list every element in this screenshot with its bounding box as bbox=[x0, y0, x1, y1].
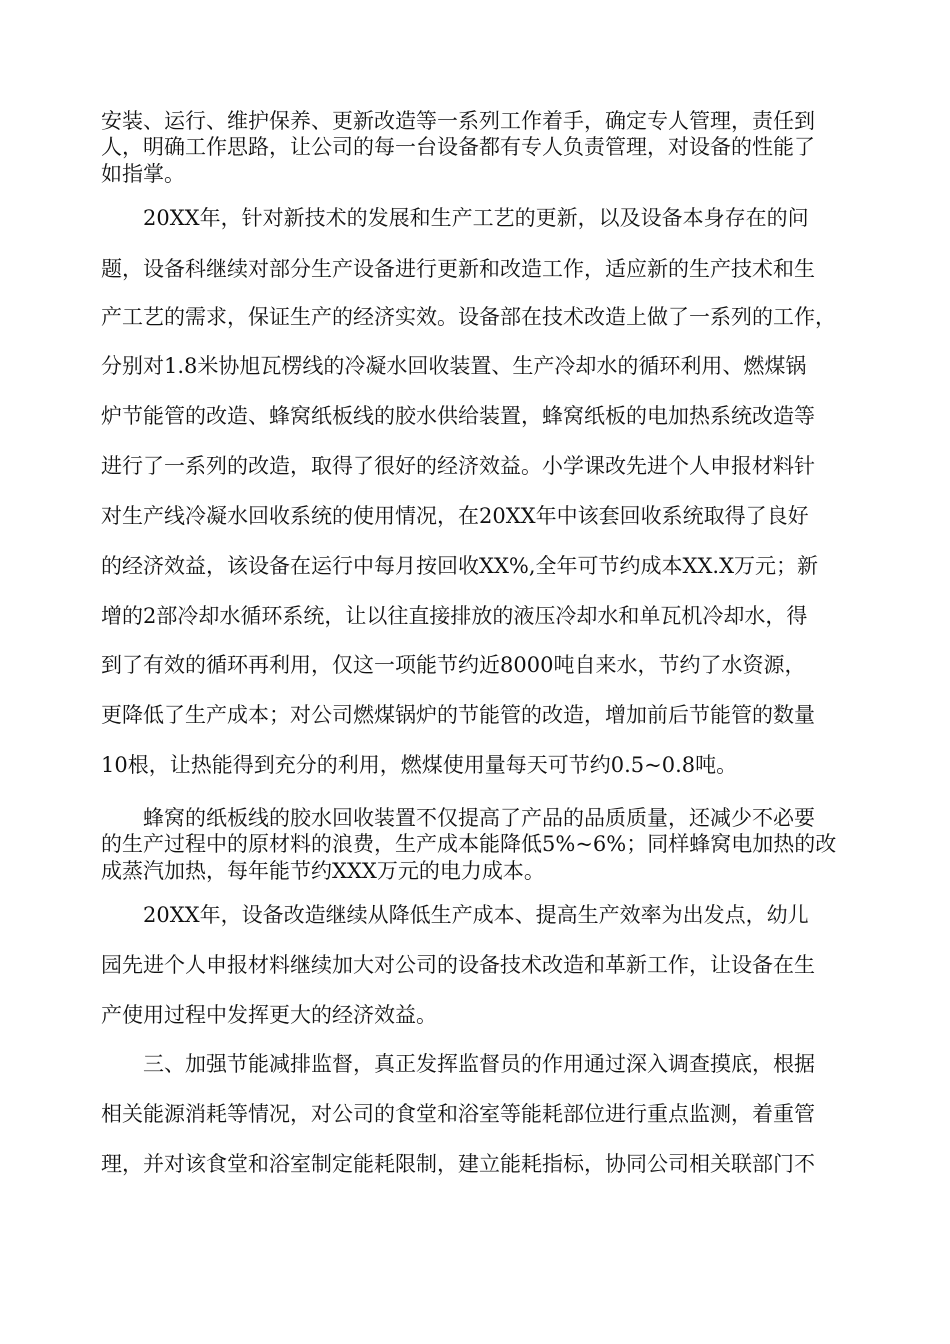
paragraph-2-line-10: 到了有效的循环再利用，仅这一项能节约近8000吨自来水，节约了水资源， bbox=[101, 653, 806, 677]
paragraph-2-line-1: 20XX年，针对新技术的发展和生产工艺的更新，以及设备本身存在的问 bbox=[143, 206, 809, 230]
paragraph-2-line-4: 分别对1.8米协旭瓦楞线的冷凝水回收装置、生产冷却水的循环利用、燃煤锅 bbox=[101, 354, 807, 378]
paragraph-1-line-3: 如指掌。 bbox=[101, 162, 185, 186]
paragraph-2-line-5: 炉节能管的改造、蜂窝纸板线的胶水供给装置，蜂窝纸板的电加热系统改造等 bbox=[101, 404, 815, 428]
paragraph-1-line-2: 人，明确工作思路，让公司的每一台设备都有专人负责管理，对设备的性能了 bbox=[101, 135, 815, 159]
paragraph-2-line-12: 10根，让热能得到充分的利用，燃煤使用量每天可节约0.5~0.8吨。 bbox=[101, 753, 738, 777]
paragraph-5-line-1: 三、加强节能减排监督，真正发挥监督员的作用通过深入调查摸底，根据 bbox=[143, 1052, 815, 1076]
paragraph-3-line-3: 成蒸汽加热，每年能节约XXX万元的电力成本。 bbox=[101, 859, 545, 883]
paragraph-5-line-2: 相关能源消耗等情况，对公司的食堂和浴室等能耗部位进行重点监测，着重管 bbox=[101, 1102, 815, 1126]
paragraph-4-line-1: 20XX年，设备改造继续从降低生产成本、提高生产效率为出发点，幼儿 bbox=[143, 903, 809, 927]
paragraph-2-line-2: 题，设备科继续对部分生产设备进行更新和改造工作，适应新的生产技术和生 bbox=[101, 257, 815, 281]
paragraph-2-line-9: 增的2部冷却水循环系统，让以往直接排放的液压冷却水和单瓦机冷却水，得 bbox=[101, 604, 808, 628]
paragraph-2-line-11: 更降低了生产成本；对公司燃煤锅炉的节能管的改造，增加前后节能管的数量 bbox=[101, 703, 815, 727]
paragraph-2-line-7: 对生产线冷凝水回收系统的使用情况，在20XX年中该套回收系统取得了良好 bbox=[101, 504, 809, 528]
paragraph-2-line-8: 的经济效益，该设备在运行中每月按回收XX%,全年可节约成本XX.X万元；新 bbox=[101, 554, 819, 578]
paragraph-2-line-3: 产工艺的需求，保证生产的经济实效。设备部在技术改造上做了一系列的工作， bbox=[101, 305, 836, 329]
paragraph-3-line-2: 的生产过程中的原材料的浪费，生产成本能降低5%~6%；同样蜂窝电加热的改 bbox=[101, 832, 837, 856]
paragraph-1-line-1: 安装、运行、维护保养、更新改造等一系列工作着手，确定专人管理，责任到 bbox=[101, 109, 815, 133]
paragraph-5-line-3: 理，并对该食堂和浴室制定能耗限制，建立能耗指标，协同公司相关联部门不 bbox=[101, 1152, 815, 1176]
paragraph-4-line-2: 园先进个人申报材料继续加大对公司的设备技术改造和革新工作，让设备在生 bbox=[101, 953, 815, 977]
paragraph-3-line-1: 蜂窝的纸板线的胶水回收装置不仅提高了产品的品质质量，还减少不必要 bbox=[143, 806, 815, 830]
paragraph-2-line-6: 进行了一系列的改造，取得了很好的经济效益。小学课改先进个人申报材料针 bbox=[101, 454, 815, 478]
paragraph-4-line-3: 产使用过程中发挥更大的经济效益。 bbox=[101, 1003, 437, 1027]
